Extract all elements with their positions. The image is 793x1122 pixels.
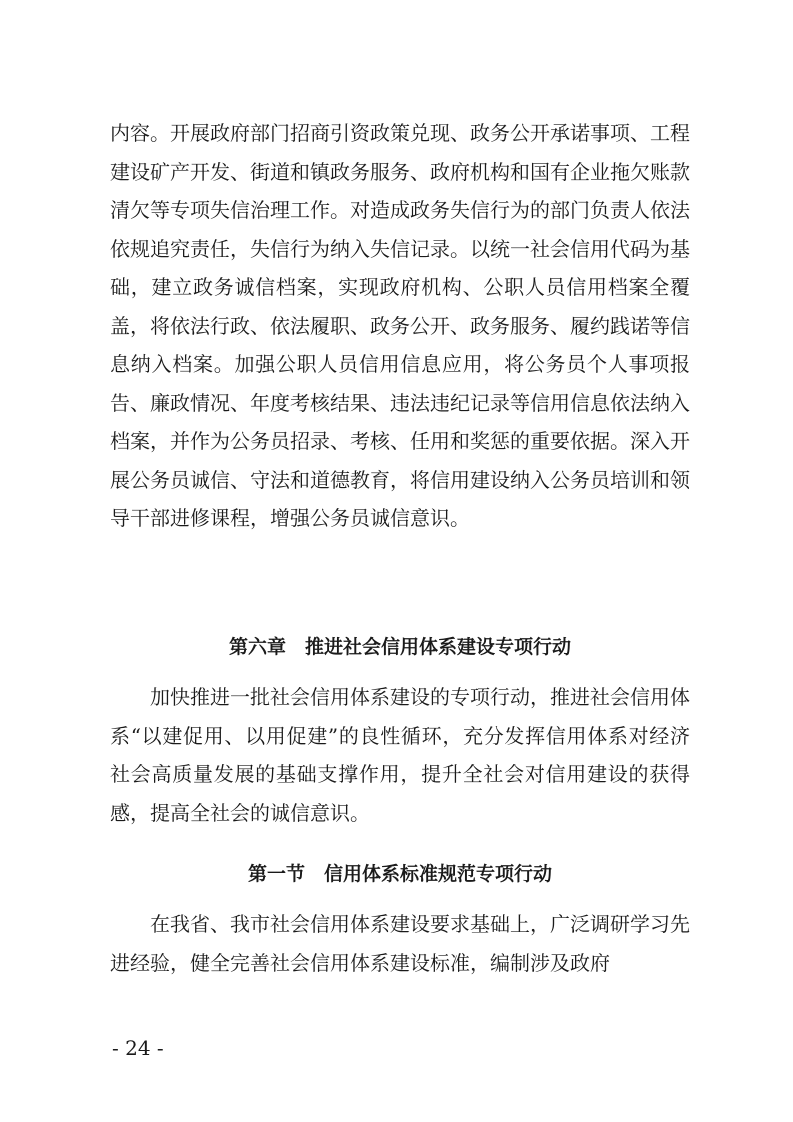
chapter-heading: 第六章 推进社会信用体系建设专项行动 — [228, 636, 571, 658]
section-heading: 第一节 信用体系标准规范专项行动 — [247, 863, 552, 885]
body-paragraph-2: 加快推进一批社会信用体系建设的专项行动，推进社会信用体系“以建促用、以用促建”的良性循环，充分发挥信用体系对经济社会高质量发展的基础支撑作用，提升全社会对信用建设的获得感，提高全社会的诚信意识。 — [110, 685, 690, 825]
page-number: - 24 - — [112, 1036, 164, 1060]
body-paragraph-1: 内容。开展政府部门招商引资政策兑现、政务公开承诺事项、工程建设矿产开发、街道和镇政务服务、政府机构和国有企业拖欠账款清欠等专项失信治理工作。对造成政务失信行为的部门负责人依法依规追究责任，失信行为纳入失信记录。以统一社会信用代码为基础，建立政务诚信档案，实现政府机构、公职人员信用档案全覆盖，将依法行政、依法履职、政务公开、政务服务、履约践诺等信息纳入档案。加强公职人员信用信息应用，将公务员个人事项报告、廉政情况、年度考核结果、违法违纪记录等信用信息依法纳入档案，并作为公务员招录、考核、任用和奖惩的重要依据。深入开展公务员诚信、守法和道德教育，将信用建设纳入公务员培训和领导干部进修课程，增强公务员诚信意识。 — [110, 121, 690, 530]
body-paragraph-3: 在我省、我市社会信用体系建设要求基础上，广泛调研学习先进经验，健全完善社会信用体系建设标准，编制涉及政府 — [110, 912, 690, 975]
